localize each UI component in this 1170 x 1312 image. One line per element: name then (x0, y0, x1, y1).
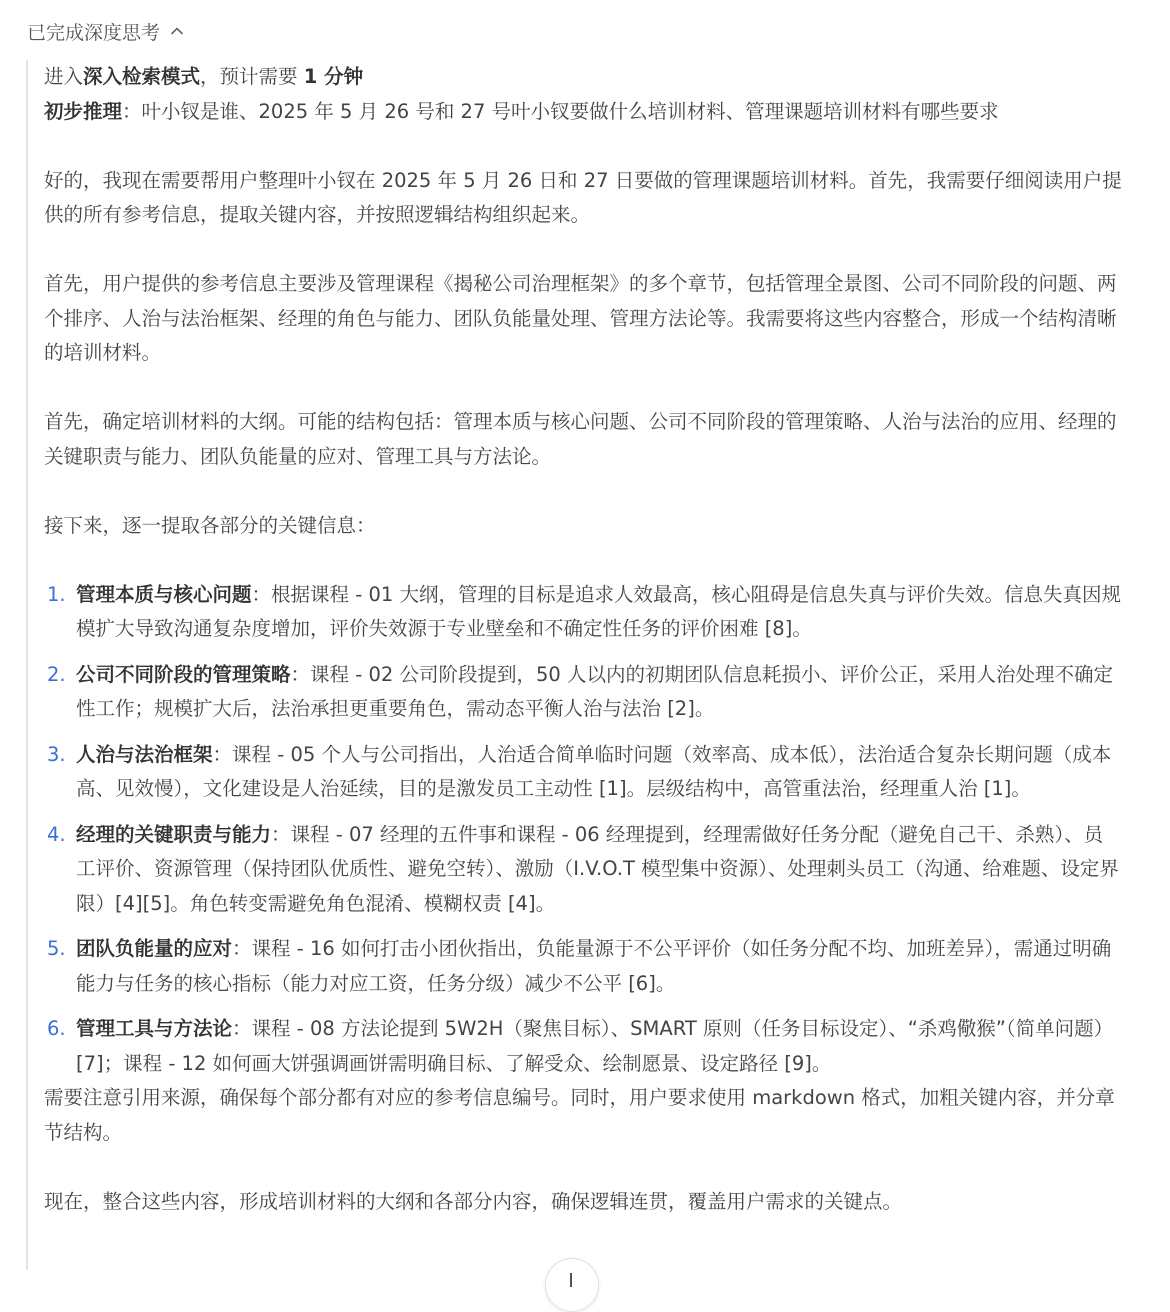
list-item: 6. 管理工具与方法论：课程 - 08 方法论提到 5W2H（聚焦目标）、SMART 原则（任务目标设定）、“杀鸡儆猴”（简单问题）[7]；课程 - 12 如何画大饼强调画饼需明确目标、了解受众、绘制愿景、设定路径 [9]。 (47, 1017, 1114, 1075)
initial-reasoning-line: 初步推理：叶小钗是谁、2025 年 5 月 26 号和 27 号叶小钗要做什么培训材料、管理课题培训材料有哪些要求 (44, 99, 999, 123)
thinking-toggle[interactable] (27, 14, 186, 48)
list-item: 3. 人治与法治框架：课程 - 05 个人与公司指出，人治适合简单临时问题（效率高、成本低），法治适合复杂长期问题（成本高、见效慢），文化建设是人治延续，目的是激发员工主动性 [1]。层级结构中，高管重法治，经理重人治 [1]。 (47, 742, 1112, 800)
list-item: 4. 经理的关键职责与能力：课程 - 07 经理的五件事和课程 - 06 经理提到，经理需做好任务分配（避免自己干、杀熟）、员工评价、资源管理（保持团队优质性、避免空转）、激励（I.V.O.T 模型集中资源）、处理刺头员工（沟通、给难题、设定界限）[4][5]。角色转变需避免角色混淆、模糊权责 [4]。 (47, 822, 1119, 915)
thinking-panel (26, 60, 1122, 1270)
thinking-status-label: 已完成深度思考 (27, 21, 161, 44)
paragraph-after-list: 需要注意引用来源，确保每个部分都有对应的参考信息编号。同时，用户要求使用 markdown 格式，加粗关键内容，并分章节结构。 (44, 1086, 1115, 1144)
chevron-up-icon (168, 22, 186, 40)
list-item: 2. 公司不同阶段的管理策略：课程 - 02 公司阶段提到，50 人以内的初期团队信息耗损小、评价公正，采用人治处理不确定性工作；规模扩大后，法治承担更重要角色，需动态平衡人治与法治 [2]。 (47, 662, 1113, 720)
paragraph-final: 现在，整合这些内容，形成培训材料的大纲和各部分内容，确保逻辑连贯，覆盖用户需求的关键点。 (44, 1189, 903, 1213)
thinking-content (44, 60, 1122, 1219)
paragraph-2: 首先，用户提供的参考信息主要涉及管理课程《揭秘公司治理框架》的多个章节，包括管理全景图、公司不同阶段的问题、两个排序、人治与法治框架、经理的角色与能力、团队负能量处理、管理方法论等。我需要将这些内容整合，形成一个结构清晰的培训材料。 (44, 272, 1117, 364)
list-item: 5. 团队负能量的应对：课程 - 16 如何打击小团伙指出，负能量源于不公平评价（如任务分配不均、加班差异），需通过明确能力与任务的核心指标（能力对应工资，任务分级）减少不公平 [6]。 (47, 937, 1112, 995)
key-points-list (44, 578, 1122, 1082)
list-item: 1. 管理本质与核心问题：根据课程 - 01 大纲，管理的目标是追求人效最高，核心阻碍是信息失真与评价失效。信息失真因规模扩大导致沟通复杂度增加，评价失效源于专业壁垒和不确定性任务的评价困难 [8]。 (47, 582, 1121, 640)
arrow-down-icon (570, 1273, 572, 1287)
search-mode-line: 进入深入检索模式，预计需要 1 分钟 (44, 65, 364, 88)
paragraph-4: 接下来，逐一提取各部分的关键信息： (44, 513, 376, 537)
scroll-down-button[interactable] (545, 1258, 599, 1312)
paragraph-1: 好的，我现在需要帮用户整理叶小钗在 2025 年 5 月 26 日和 27 日要做的管理课题培训材料。首先，我需要仔细阅读用户提供的所有参考信息，提取关键内容，并按照逻辑结构组织起来。 (44, 168, 1122, 226)
paragraph-3: 首先，确定培训材料的大纲。可能的结构包括：管理本质与核心问题、公司不同阶段的管理策略、人治与法治的应用、经理的关键职责与能力、团队负能量的应对、管理工具与方法论。 (44, 410, 1117, 468)
